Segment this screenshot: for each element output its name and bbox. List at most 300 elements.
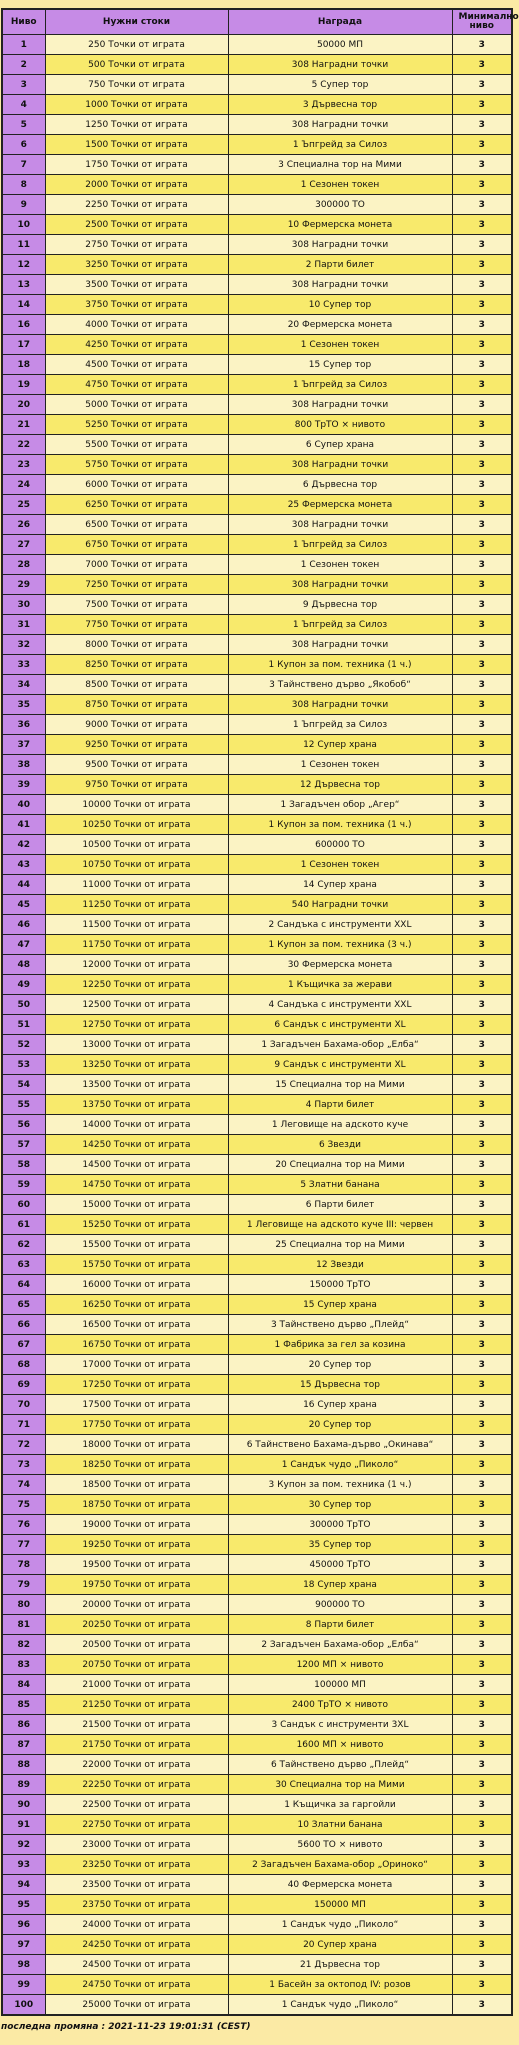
- table-row: [2, 335, 512, 355]
- required-goods-cell: 16000 Точки от играта: [45, 1275, 228, 1295]
- table-row: [2, 1935, 512, 1955]
- required-goods-cell: 22500 Точки от играта: [45, 1795, 228, 1815]
- reward-cell: 18 Супер храна: [228, 1575, 452, 1595]
- level-cell: 32: [2, 635, 45, 655]
- min-level-cell: 3: [452, 515, 512, 535]
- level-cell: 66: [2, 1315, 45, 1335]
- required-goods-cell: 7500 Точки от играта: [45, 595, 228, 615]
- reward-cell: 1 Ъпгрейд за Силоз: [228, 135, 452, 155]
- table-row: [2, 1195, 512, 1215]
- reward-cell: 308 Наградни точки: [228, 55, 452, 75]
- reward-cell: 1 Сезонен токен: [228, 855, 452, 875]
- level-cell: 93: [2, 1855, 45, 1875]
- reward-cell: 15 Супер храна: [228, 1295, 452, 1315]
- min-level-cell: 3: [452, 855, 512, 875]
- required-goods-cell: 1000 Точки от играта: [45, 95, 228, 115]
- table-row: [2, 1655, 512, 1675]
- table-row: [2, 1615, 512, 1635]
- table-row: [2, 395, 512, 415]
- required-goods-cell: 6000 Точки от играта: [45, 475, 228, 495]
- min-level-cell: 3: [452, 1935, 512, 1955]
- level-cell: 25: [2, 495, 45, 515]
- reward-cell: 9 Дървесна тор: [228, 595, 452, 615]
- table-row: [2, 315, 512, 335]
- min-level-cell: 3: [452, 135, 512, 155]
- table-row: [2, 1515, 512, 1535]
- level-cell: 85: [2, 1695, 45, 1715]
- required-goods-cell: 10000 Точки от играта: [45, 795, 228, 815]
- required-goods-cell: 17250 Точки от играта: [45, 1375, 228, 1395]
- reward-cell: 1 Леговище на адското куче III: червен: [228, 1215, 452, 1235]
- required-goods-cell: 12250 Точки от играта: [45, 975, 228, 995]
- table-row: [2, 1575, 512, 1595]
- reward-cell: 300000 ТО: [228, 195, 452, 215]
- min-level-cell: 3: [452, 555, 512, 575]
- table-row: [2, 1035, 512, 1055]
- required-goods-cell: 20500 Точки от играта: [45, 1635, 228, 1655]
- level-cell: 72: [2, 1435, 45, 1455]
- required-goods-cell: 2500 Точки от играта: [45, 215, 228, 235]
- level-cell: 5: [2, 115, 45, 135]
- level-cell: 20: [2, 395, 45, 415]
- required-goods-cell: 21500 Точки от играта: [45, 1715, 228, 1735]
- required-goods-cell: 4000 Точки от играта: [45, 315, 228, 335]
- table-row: [2, 815, 512, 835]
- required-goods-cell: 16250 Точки от играта: [45, 1295, 228, 1315]
- reward-cell: 5600 ТО × нивото: [228, 1835, 452, 1855]
- required-goods-cell: 14750 Точки от играта: [45, 1175, 228, 1195]
- level-cell: 83: [2, 1655, 45, 1675]
- required-goods-cell: 24000 Точки от играта: [45, 1915, 228, 1935]
- reward-cell: 6 Сандък с инструменти XL: [228, 1015, 452, 1035]
- level-cell: 19: [2, 375, 45, 395]
- last-modified-note: последна промяна : 2021-11-23 19:01:31 (CEST): [1, 2022, 251, 2032]
- required-goods-cell: 17000 Точки от играта: [45, 1355, 228, 1375]
- table-row: [2, 355, 512, 375]
- table-body: [2, 35, 512, 2016]
- required-goods-cell: 22250 Точки от играта: [45, 1775, 228, 1795]
- min-level-cell: 3: [452, 1755, 512, 1775]
- table-row: [2, 95, 512, 115]
- table-row: [2, 795, 512, 815]
- table-row: [2, 1975, 512, 1995]
- level-cell: 12: [2, 255, 45, 275]
- level-cell: 16: [2, 315, 45, 335]
- reward-cell: 15 Супер тор: [228, 355, 452, 375]
- required-goods-cell: 8500 Точки от играта: [45, 675, 228, 695]
- min-level-cell: 3: [452, 895, 512, 915]
- required-goods-cell: 9750 Точки от играта: [45, 775, 228, 795]
- min-level-cell: 3: [452, 1475, 512, 1495]
- table-row: [2, 1235, 512, 1255]
- reward-cell: 40 Фермерска монета: [228, 1875, 452, 1895]
- level-cell: 33: [2, 655, 45, 675]
- table-row: [2, 635, 512, 655]
- reward-cell: 8 Парти билет: [228, 1615, 452, 1635]
- table-row: [2, 1735, 512, 1755]
- table-row: [2, 1695, 512, 1715]
- reward-cell: 1 Сезонен токен: [228, 335, 452, 355]
- table-row: [2, 1895, 512, 1915]
- min-level-cell: 3: [452, 1255, 512, 1275]
- min-level-cell: 3: [452, 1675, 512, 1695]
- reward-cell: 2 Загадъчен Бахама-обор „Ориноко“: [228, 1855, 452, 1875]
- min-level-cell: 3: [452, 915, 512, 935]
- min-level-cell: 3: [452, 795, 512, 815]
- level-cell: 18: [2, 355, 45, 375]
- table-row: [2, 1395, 512, 1415]
- table-row: [2, 435, 512, 455]
- level-cell: 78: [2, 1555, 45, 1575]
- level-cell: 31: [2, 615, 45, 635]
- table-row: [2, 1415, 512, 1435]
- min-level-cell: 3: [452, 335, 512, 355]
- table-row: [2, 1715, 512, 1735]
- reward-cell: 540 Наградни точки: [228, 895, 452, 915]
- min-level-cell: 3: [452, 1235, 512, 1255]
- level-cell: 26: [2, 515, 45, 535]
- min-level-cell: 3: [452, 1395, 512, 1415]
- required-goods-cell: 18000 Точки от играта: [45, 1435, 228, 1455]
- reward-cell: 50000 МП: [228, 35, 452, 55]
- table-row: [2, 995, 512, 1015]
- table-row: [2, 695, 512, 715]
- min-level-cell: 3: [452, 975, 512, 995]
- level-cell: 47: [2, 935, 45, 955]
- table-row: [2, 295, 512, 315]
- required-goods-cell: 22000 Точки от играта: [45, 1755, 228, 1775]
- required-goods-cell: 5250 Точки от играта: [45, 415, 228, 435]
- level-cell: 42: [2, 835, 45, 855]
- reward-cell: 6 Тайнствено дърво „Плейд“: [228, 1755, 452, 1775]
- min-level-cell: 3: [452, 1815, 512, 1835]
- min-level-cell: 3: [452, 1775, 512, 1795]
- table-row: [2, 955, 512, 975]
- min-level-cell: 3: [452, 955, 512, 975]
- level-cell: 89: [2, 1775, 45, 1795]
- table-row: [2, 1255, 512, 1275]
- reward-cell: 12 Звезди: [228, 1255, 452, 1275]
- level-cell: 54: [2, 1075, 45, 1095]
- reward-cell: 6 Супер храна: [228, 435, 452, 455]
- min-level-cell: 3: [452, 315, 512, 335]
- required-goods-cell: 13750 Точки от играта: [45, 1095, 228, 1115]
- table-row: [2, 1075, 512, 1095]
- min-level-cell: 3: [452, 235, 512, 255]
- required-goods-cell: 13000 Точки от играта: [45, 1035, 228, 1055]
- min-level-cell: 3: [452, 1635, 512, 1655]
- min-level-cell: 3: [452, 715, 512, 735]
- level-cell: 60: [2, 1195, 45, 1215]
- min-level-cell: 3: [452, 815, 512, 835]
- min-level-cell: 3: [452, 1155, 512, 1175]
- reward-cell: 25 Специална тор на Мими: [228, 1235, 452, 1255]
- level-cell: 90: [2, 1795, 45, 1815]
- table-row: [2, 375, 512, 395]
- required-goods-cell: 10500 Точки от играта: [45, 835, 228, 855]
- level-cell: 24: [2, 475, 45, 495]
- min-level-cell: 3: [452, 615, 512, 635]
- header-required-goods: Нужни стоки: [45, 9, 228, 35]
- table-row: [2, 195, 512, 215]
- min-level-cell: 3: [452, 1275, 512, 1295]
- level-cell: 62: [2, 1235, 45, 1255]
- level-cell: 43: [2, 855, 45, 875]
- table-row: [2, 515, 512, 535]
- level-cell: 77: [2, 1535, 45, 1555]
- required-goods-cell: 15500 Точки от играта: [45, 1235, 228, 1255]
- table-row: [2, 415, 512, 435]
- table-row: [2, 1635, 512, 1655]
- required-goods-cell: 15750 Точки от играта: [45, 1255, 228, 1275]
- reward-cell: 150000 МП: [228, 1895, 452, 1915]
- reward-cell: 308 Наградни точки: [228, 115, 452, 135]
- table-row: [2, 1455, 512, 1475]
- min-level-cell: 3: [452, 1575, 512, 1595]
- min-level-cell: 3: [452, 1215, 512, 1235]
- table-row: [2, 1175, 512, 1195]
- required-goods-cell: 3250 Точки от играта: [45, 255, 228, 275]
- level-cell: 10: [2, 215, 45, 235]
- level-cell: 39: [2, 775, 45, 795]
- level-cell: 76: [2, 1515, 45, 1535]
- min-level-cell: 3: [452, 1955, 512, 1975]
- table-row: [2, 735, 512, 755]
- reward-cell: 300000 ТрТО: [228, 1515, 452, 1535]
- reward-cell: 10 Златни банана: [228, 1815, 452, 1835]
- required-goods-cell: 11000 Точки от играта: [45, 875, 228, 895]
- level-cell: 36: [2, 715, 45, 735]
- required-goods-cell: 11500 Точки от играта: [45, 915, 228, 935]
- reward-cell: 1 Загадъчен Бахама-обор „Елба“: [228, 1035, 452, 1055]
- min-level-cell: 3: [452, 1795, 512, 1815]
- level-cell: 57: [2, 1135, 45, 1155]
- reward-cell: 1 Къщичка за жерави: [228, 975, 452, 995]
- reward-cell: 1 Фабрика за гел за козина: [228, 1335, 452, 1355]
- reward-cell: 30 Фермерска монета: [228, 955, 452, 975]
- min-level-cell: 3: [452, 455, 512, 475]
- level-cell: 100: [2, 1995, 45, 2016]
- required-goods-cell: 19000 Точки от играта: [45, 1515, 228, 1535]
- reward-cell: 2400 ТрТО × нивото: [228, 1695, 452, 1715]
- reward-cell: 308 Наградни точки: [228, 275, 452, 295]
- table-row: [2, 1335, 512, 1355]
- required-goods-cell: 12000 Точки от играта: [45, 955, 228, 975]
- min-level-cell: 3: [452, 95, 512, 115]
- required-goods-cell: 23750 Точки от играта: [45, 1895, 228, 1915]
- min-level-cell: 3: [452, 695, 512, 715]
- reward-cell: 5 Златни банана: [228, 1175, 452, 1195]
- level-cell: 92: [2, 1835, 45, 1855]
- table-row: [2, 915, 512, 935]
- reward-cell: 6 Тайнствено Бахама-дърво „Окинава“: [228, 1435, 452, 1455]
- min-level-cell: 3: [452, 835, 512, 855]
- level-cell: 91: [2, 1815, 45, 1835]
- required-goods-cell: 2250 Точки от играта: [45, 195, 228, 215]
- required-goods-cell: 24250 Точки от играта: [45, 1935, 228, 1955]
- reward-cell: 450000 ТрТО: [228, 1555, 452, 1575]
- min-level-cell: 3: [452, 1975, 512, 1995]
- level-cell: 69: [2, 1375, 45, 1395]
- required-goods-cell: 10750 Точки от играта: [45, 855, 228, 875]
- min-level-cell: 3: [452, 735, 512, 755]
- required-goods-cell: 1750 Точки от играта: [45, 155, 228, 175]
- required-goods-cell: 16500 Точки от играта: [45, 1315, 228, 1335]
- required-goods-cell: 11250 Точки от играта: [45, 895, 228, 915]
- required-goods-cell: 23250 Точки от играта: [45, 1855, 228, 1875]
- table-row: [2, 35, 512, 55]
- reward-cell: 3 Сандък с инструменти 3XL: [228, 1715, 452, 1735]
- level-cell: 97: [2, 1935, 45, 1955]
- reward-cell: 16 Супер храна: [228, 1395, 452, 1415]
- level-cell: 50: [2, 995, 45, 1015]
- level-cell: 80: [2, 1595, 45, 1615]
- reward-cell: 1600 МП × нивото: [228, 1735, 452, 1755]
- level-cell: 45: [2, 895, 45, 915]
- required-goods-cell: 7750 Точки от играта: [45, 615, 228, 635]
- table-row: [2, 615, 512, 635]
- required-goods-cell: 5750 Точки от играта: [45, 455, 228, 475]
- level-cell: 86: [2, 1715, 45, 1735]
- reward-cell: 3 Купон за пом. техника (1 ч.): [228, 1475, 452, 1495]
- reward-cell: 21 Дървесна тор: [228, 1955, 452, 1975]
- level-cell: 68: [2, 1355, 45, 1375]
- reward-cell: 20 Специална тор на Мими: [228, 1155, 452, 1175]
- table-row: [2, 235, 512, 255]
- table-row: [2, 1115, 512, 1135]
- table-row: [2, 1835, 512, 1855]
- reward-cell: 308 Наградни точки: [228, 695, 452, 715]
- reward-cell: 6 Звезди: [228, 1135, 452, 1155]
- table-row: [2, 1795, 512, 1815]
- min-level-cell: 3: [452, 1315, 512, 1335]
- min-level-cell: 3: [452, 1455, 512, 1475]
- table-row: [2, 1215, 512, 1235]
- min-level-cell: 3: [452, 1175, 512, 1195]
- table-row: [2, 1955, 512, 1975]
- required-goods-cell: 20750 Точки от играта: [45, 1655, 228, 1675]
- required-goods-cell: 3500 Точки от играта: [45, 275, 228, 295]
- required-goods-cell: 10250 Точки от играта: [45, 815, 228, 835]
- reward-cell: 30 Специална тор на Мими: [228, 1775, 452, 1795]
- level-cell: 98: [2, 1955, 45, 1975]
- required-goods-cell: 21000 Точки от играта: [45, 1675, 228, 1695]
- table-row: [2, 1375, 512, 1395]
- required-goods-cell: 8750 Точки от играта: [45, 695, 228, 715]
- level-cell: 23: [2, 455, 45, 475]
- level-cell: 96: [2, 1915, 45, 1935]
- level-cell: 52: [2, 1035, 45, 1055]
- table-row: [2, 155, 512, 175]
- min-level-cell: 3: [452, 1595, 512, 1615]
- table-row: [2, 75, 512, 95]
- min-level-cell: 3: [452, 1555, 512, 1575]
- min-level-cell: 3: [452, 1095, 512, 1115]
- required-goods-cell: 24750 Точки от играта: [45, 1975, 228, 1995]
- table-row: [2, 1915, 512, 1935]
- table-row: [2, 1435, 512, 1455]
- reward-cell: 20 Фермерска монета: [228, 315, 452, 335]
- table-row: [2, 215, 512, 235]
- min-level-cell: 3: [452, 1335, 512, 1355]
- required-goods-cell: 4750 Точки от играта: [45, 375, 228, 395]
- min-level-cell: 3: [452, 155, 512, 175]
- reward-cell: 14 Супер храна: [228, 875, 452, 895]
- required-goods-cell: 15000 Точки от играта: [45, 1195, 228, 1215]
- level-cell: 51: [2, 1015, 45, 1035]
- table-row: [2, 1555, 512, 1575]
- table-row: [2, 1995, 512, 2016]
- level-cell: 59: [2, 1175, 45, 1195]
- reward-cell: 1 Ъпгрейд за Силоз: [228, 715, 452, 735]
- table-row: [2, 1275, 512, 1295]
- required-goods-cell: 1500 Точки от играта: [45, 135, 228, 155]
- table-row: [2, 1095, 512, 1115]
- reward-cell: 20 Супер тор: [228, 1415, 452, 1435]
- level-cell: 63: [2, 1255, 45, 1275]
- required-goods-cell: 23500 Точки от играта: [45, 1875, 228, 1895]
- min-level-cell: 3: [452, 75, 512, 95]
- level-cell: 17: [2, 335, 45, 355]
- reward-cell: 1 Ъпгрейд за Силоз: [228, 535, 452, 555]
- reward-cell: 2 Парти билет: [228, 255, 452, 275]
- level-cell: 40: [2, 795, 45, 815]
- level-cell: 29: [2, 575, 45, 595]
- reward-cell: 1 Купон за пом. техника (1 ч.): [228, 815, 452, 835]
- min-level-cell: 3: [452, 595, 512, 615]
- table-row: [2, 135, 512, 155]
- min-level-cell: 3: [452, 1375, 512, 1395]
- level-cell: 73: [2, 1455, 45, 1475]
- level-cell: 37: [2, 735, 45, 755]
- level-cell: 1: [2, 35, 45, 55]
- table-row: [2, 55, 512, 75]
- table-row: [2, 1015, 512, 1035]
- table-row: [2, 715, 512, 735]
- reward-cell: 800 ТрТО × нивото: [228, 415, 452, 435]
- level-cell: 70: [2, 1395, 45, 1415]
- table-row: [2, 1675, 512, 1695]
- reward-cell: 3 Тайнствено дърво „Плейд“: [228, 1315, 452, 1335]
- min-level-cell: 3: [452, 1055, 512, 1075]
- reward-cell: 10 Фермерска монета: [228, 215, 452, 235]
- required-goods-cell: 22750 Точки от играта: [45, 1815, 228, 1835]
- level-cell: 3: [2, 75, 45, 95]
- min-level-cell: 3: [452, 215, 512, 235]
- level-cell: 27: [2, 535, 45, 555]
- reward-cell: 308 Наградни точки: [228, 455, 452, 475]
- level-cell: 65: [2, 1295, 45, 1315]
- required-goods-cell: 13500 Точки от играта: [45, 1075, 228, 1095]
- required-goods-cell: 2000 Точки от играта: [45, 175, 228, 195]
- reward-cell: 1 Леговище на адското куче: [228, 1115, 452, 1135]
- min-level-cell: 3: [452, 755, 512, 775]
- reward-cell: 20 Супер храна: [228, 1935, 452, 1955]
- reward-cell: 1 Къщичка за гаргойли: [228, 1795, 452, 1815]
- level-cell: 99: [2, 1975, 45, 1995]
- header-level: Ниво: [2, 9, 45, 35]
- level-cell: 82: [2, 1635, 45, 1655]
- level-cell: 30: [2, 595, 45, 615]
- reward-cell: 2 Сандъка с инструменти XXL: [228, 915, 452, 935]
- table-row: [2, 1535, 512, 1555]
- required-goods-cell: 7000 Точки от играта: [45, 555, 228, 575]
- required-goods-cell: 18750 Точки от играта: [45, 1495, 228, 1515]
- required-goods-cell: 12500 Точки от играта: [45, 995, 228, 1015]
- reward-cell: 308 Наградни точки: [228, 575, 452, 595]
- min-level-cell: 3: [452, 355, 512, 375]
- table-row: [2, 1495, 512, 1515]
